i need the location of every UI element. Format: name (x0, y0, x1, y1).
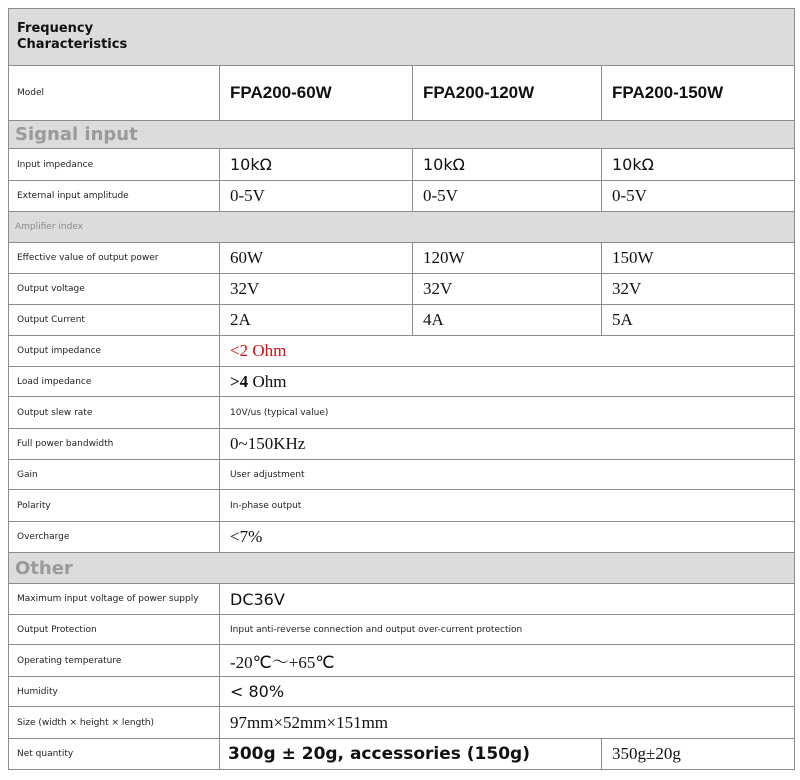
effective-output-power-120w: 120W (413, 243, 602, 274)
row-label-input-impedance: Input impedance (9, 149, 220, 181)
model-value-150w: FPA200-150W (602, 66, 795, 121)
humidity-value: < 80% (220, 677, 795, 707)
external-input-amplitude-150w: 0-5V (602, 181, 795, 212)
load-impedance-value (220, 367, 795, 397)
output-voltage-row (9, 274, 795, 305)
max-input-voltage-row (9, 584, 795, 615)
max-input-voltage-value: DC36V (220, 584, 795, 615)
polarity-value: In-phase output (220, 490, 795, 522)
net-quantity-row (9, 739, 795, 770)
row-label-gain: Gain (9, 460, 220, 490)
row-label-output-current: Output Current (9, 305, 220, 336)
row-label-max-input-voltage: Maximum input voltage of power supply (9, 584, 220, 615)
row-label-effective-output-power: Effective value of output power (9, 243, 220, 274)
load-impedance-value-bold: >4 (230, 371, 249, 391)
size-row (9, 707, 795, 739)
row-label-output-voltage: Output voltage (9, 274, 220, 305)
row-label-operating-temperature: Operating temperature (9, 645, 220, 677)
spec-table (8, 8, 795, 770)
humidity-row (9, 677, 795, 707)
row-label-model: Model (9, 66, 220, 121)
output-protection-value: Input anti-reverse connection and output over-current protection (220, 615, 795, 645)
output-current-row (9, 305, 795, 336)
external-input-amplitude-60w: 0-5V (220, 181, 413, 212)
operating-temperature-value: -20℃～+65℃ (220, 645, 795, 677)
model-value-120w: FPA200-120W (413, 66, 602, 121)
row-label-size: Size (width × height × length) (9, 707, 220, 739)
polarity-row (9, 490, 795, 522)
section-header-other-row (9, 553, 795, 584)
net-quantity-value-150w: 350g±20g (602, 739, 795, 770)
table-title: Frequency Characteristics (9, 9, 795, 66)
section-header-other: Other (9, 553, 795, 584)
section-header-signal-input: Signal input (9, 121, 795, 149)
row-label-polarity: Polarity (9, 490, 220, 522)
output-impedance-value: <2 Ohm (220, 336, 795, 367)
output-current-150w: 5A (602, 305, 795, 336)
row-label-output-impedance: Output impedance (9, 336, 220, 367)
gain-row (9, 460, 795, 490)
full-power-bandwidth-value: 0~150KHz (220, 429, 795, 460)
output-voltage-120w: 32V (413, 274, 602, 305)
section-header-amplifier-index: Amplifier index (9, 212, 795, 243)
row-label-full-power-bandwidth: Full power bandwidth (9, 429, 220, 460)
gain-value: User adjustment (220, 460, 795, 490)
output-voltage-150w: 32V (602, 274, 795, 305)
external-input-amplitude-120w: 0-5V (413, 181, 602, 212)
output-protection-row (9, 615, 795, 645)
model-row (9, 66, 795, 121)
output-slew-rate-value: 10V/us (typical value) (220, 397, 795, 429)
row-label-load-impedance: Load impedance (9, 367, 220, 397)
external-input-amplitude-row (9, 181, 795, 212)
operating-temperature-row (9, 645, 795, 677)
overcharge-row (9, 522, 795, 553)
title-row (9, 9, 795, 66)
section-header-amplifier-index-row (9, 212, 795, 243)
input-impedance-row (9, 149, 795, 181)
load-impedance-value-unit: Ohm (248, 371, 287, 391)
overcharge-value: <7% (220, 522, 795, 553)
row-label-overcharge: Overcharge (9, 522, 220, 553)
effective-output-power-150w: 150W (602, 243, 795, 274)
row-label-net-quantity: Net quantity (9, 739, 220, 770)
full-power-bandwidth-row (9, 429, 795, 460)
input-impedance-120w: 10kΩ (413, 149, 602, 181)
size-value: 97mm×52mm×151mm (220, 707, 795, 739)
output-slew-rate-row (9, 397, 795, 429)
load-impedance-row (9, 367, 795, 397)
effective-output-power-row (9, 243, 795, 274)
row-label-output-slew-rate: Output slew rate (9, 397, 220, 429)
output-current-60w: 2A (220, 305, 413, 336)
input-impedance-150w: 10kΩ (602, 149, 795, 181)
output-voltage-60w: 32V (220, 274, 413, 305)
row-label-humidity: Humidity (9, 677, 220, 707)
input-impedance-60w: 10kΩ (220, 149, 413, 181)
output-current-120w: 4A (413, 305, 602, 336)
section-header-signal-input-row (9, 121, 795, 149)
effective-output-power-60w: 60W (220, 243, 413, 274)
row-label-output-protection: Output Protection (9, 615, 220, 645)
model-value-60w: FPA200-60W (220, 66, 413, 121)
net-quantity-value-main: 300g ± 20g, accessories (150g) (220, 739, 602, 770)
output-impedance-row (9, 336, 795, 367)
row-label-external-input-amplitude: External input amplitude (9, 181, 220, 212)
